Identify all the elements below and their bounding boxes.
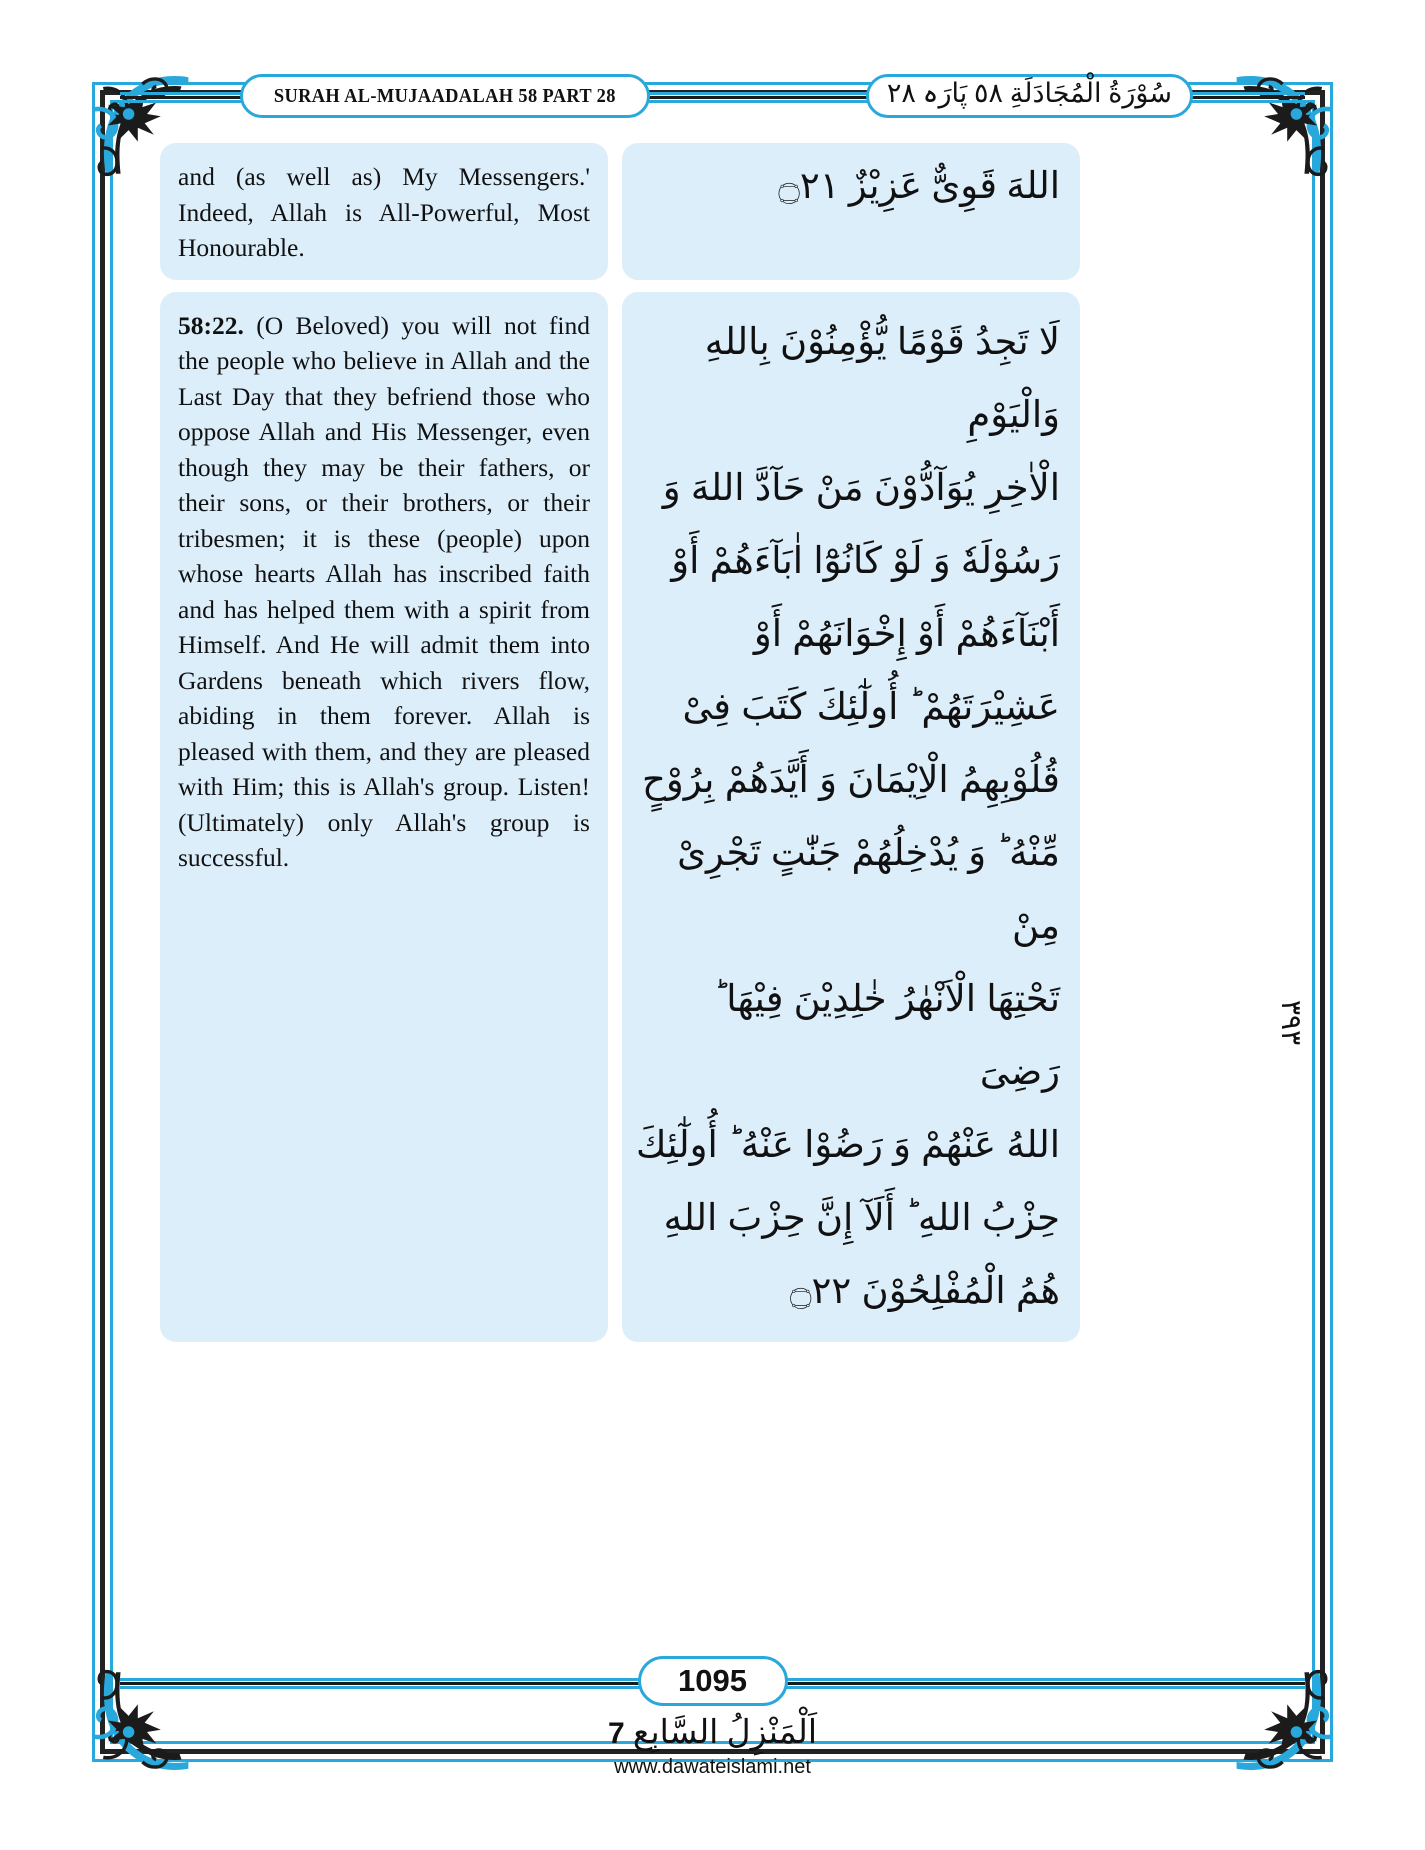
english-text-22 [178,308,590,876]
surah-title-badge [240,74,650,118]
page-footer [0,1630,1425,1790]
verse-row-22 [160,292,1265,1342]
verse-row-21 [160,143,1265,280]
side-page-marker: ٣٩٣ [1275,1000,1306,1046]
surah-title-arabic-badge [866,74,1193,118]
website-url: www.dawateislami.net [614,1756,811,1778]
arabic-line: حِزْبُ اللهِ ؕ أَلَآ إِنَّ حِزْبَ اللهِ [663,1197,1060,1239]
arabic-line: لَا تَجِدُ قَوْمًا يُّؤْمِنُوْنَ بِاللهِ وَالْيَوْمِ [704,321,1060,436]
verse-content [160,143,1265,1312]
arabic-line: الْاٰخِرِ يُوَآدُّوْنَ مَنْ حَآدَّ اللهَ وَ [662,467,1060,509]
page-number-text: 1095 [678,1663,747,1698]
manzil-text: اَلْمَنْزِلُ السَّابِع [632,1715,818,1751]
arabic-line: اللهُ عَنْهُمْ وَ رَضُوْا عَنْهُ ؕ أُولٰٓئِكَ [636,1124,1060,1166]
manzil-label [0,1712,1425,1752]
english-panel-22 [160,292,608,1342]
arabic-line: مِّنْهُ ؕ وَ يُدْخِلُهُمْ جَنّٰتٍ تَجْرِىْ مِنْ [677,832,1060,947]
arabic-line: عَشِيْرَتَهُمْ ؕ أُولٰٓئِكَ كَتَبَ فِىْ [682,686,1060,728]
arabic-line: قُلُوْبِهِمُ الْاِيْمَانَ وَ أَيَّدَهُمْ بِرُوْحٍ [641,759,1060,801]
english-body-22: (O Beloved) you will not find the people who believe in Allah and the Last Day that they befriend those who oppose Allah and His Messenger, even though they may be their fathers, or their sons, or their brothers, or their tribesmen; it is these (people) upon whose hearts Allah has inscribed faith and has helped them with a spirit from Himself. And He will admit them into Gardens beneath which rivers flow, abiding in them forever. Allah is pleased with them, and they are pleased with Him; this is Allah's group. Listen! (Ultimately) only Allah's group is successful. [178,310,590,872]
surah-title-text: SURAH AL-MUJAADALAH 58 PART 28 [273,84,616,107]
manzil-number: 7 [607,1717,625,1750]
english-panel-21 [160,143,608,280]
page-header [0,72,1425,122]
verse-reference-22: 58:22. [178,310,244,340]
surah-title-arabic-text: سُوْرَةُ الْمُجَادَلَةِ ٥٨ پَارَہ ٢٨ [886,78,1172,108]
english-text-21: and (as well as) My Messengers.' Indeed, Allah is All-Powerful, Most Honourable. [178,162,590,262]
arabic-line: تَحْتِهَا الْاَنْهٰرُ خٰلِدِيْنَ فِيْهَا ؕ رَضِىَ [713,978,1060,1093]
arabic-text-21: اللهَ قَوِىٌّ عَزِيْزٌ ۝٢١ [778,166,1060,207]
arabic-text-22 [636,306,1060,1328]
arabic-panel-22 [622,292,1080,1342]
arabic-line: هُمُ الْمُفْلِحُوْنَ ۝٢٢ [789,1270,1060,1312]
arabic-panel-21 [622,143,1080,280]
arabic-line: أَبْنَآءَهُمْ أَوْ إِخْوَانَهُمْ أَوْ [753,613,1060,655]
page-number-badge [638,1656,788,1706]
arabic-line: رَسُوْلَهٗ وَ لَوْ كَانُوْٓا اٰبَآءَهُمْ أَوْ [671,540,1060,582]
